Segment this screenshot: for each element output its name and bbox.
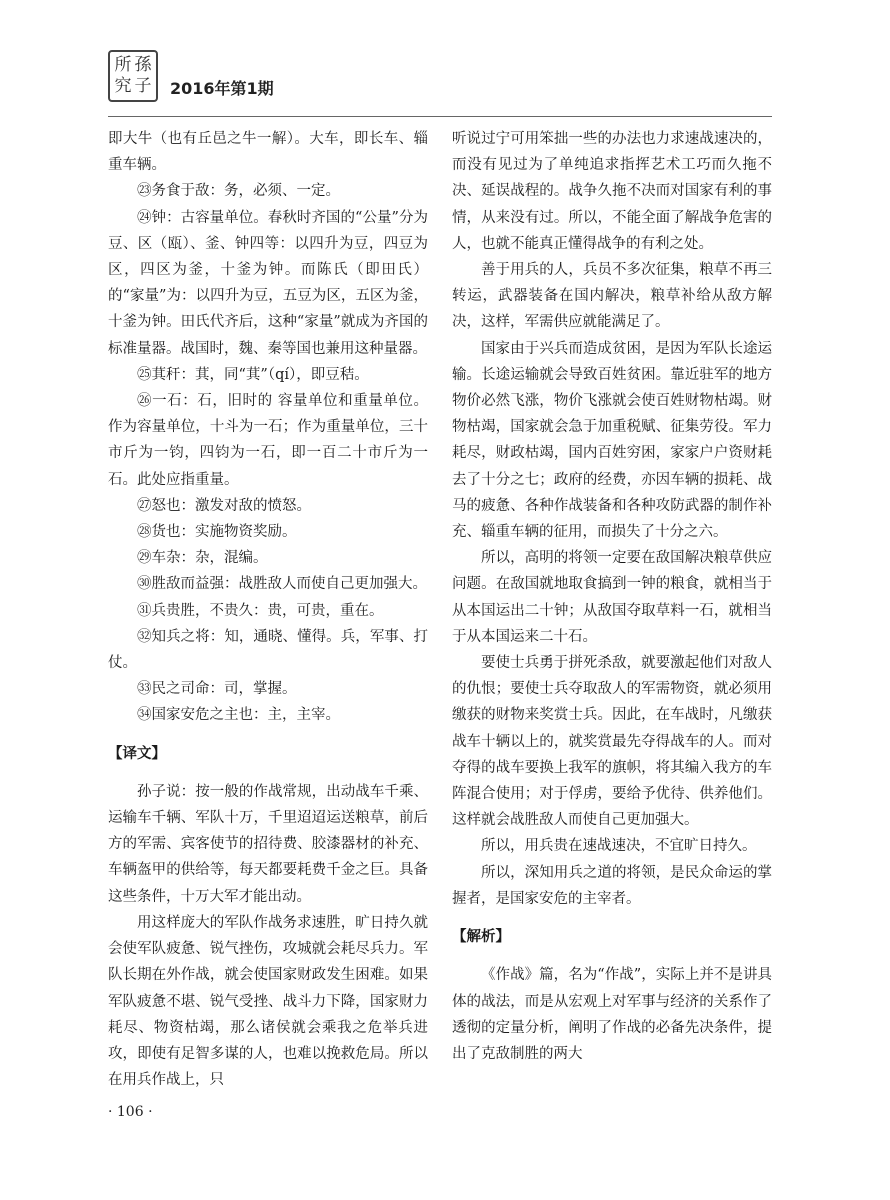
note-30: ㉚胜敌而益强：战胜敌人而使自己更加强大。 [137, 576, 427, 593]
right-column [452, 126, 772, 1067]
note-23: ㉓务食于敌：务，必须、一定。 [137, 183, 340, 200]
note-26: ㉖一石：石，旧时的 容量单位和重量单位。作为容量单位，十斗为一石；作为重量单位，三十市斤为一钧，四钧为一石，即一百二十市斤为一石。此处应指重量。 [108, 393, 428, 488]
analysis-heading: 【解析】 [452, 929, 510, 946]
left-column [108, 126, 428, 1093]
translation-heading: 【译文】 [108, 745, 166, 762]
translation-paragraph: 所以，深知用兵之道的将领，是民众命运的掌握者，是国家安危的主宰者。 [452, 864, 772, 907]
note-32: ㉜知兵之将：知，通晓、懂得。兵，军事、打仗。 [108, 628, 428, 672]
note-34: ㉞国家安危之主也：主，主宰。 [137, 707, 340, 724]
note-25: ㉕萁秆：萁，同“萁”（qí），即豆秸。 [137, 366, 369, 383]
logo-char: 子 [134, 76, 152, 96]
note-28: ㉘货也：实施物资奖励。 [137, 524, 297, 541]
translation-paragraph: 善于用兵的人，兵员不多次征集，粮草不再三转运，武器装备在国内解决，粮草补给从敌方解决，这样，军需供应就能满足了。 [452, 262, 772, 331]
translation-paragraph: 孙子说：按一般的作战常规，出动战车千乘、运输车千辆、军队十万，千里迢迢运送粮草，前后方的军需、宾客使节的招待费、胶漆器材的补充、车辆盔甲的供给等，每天都要耗费千金之巨。具备这些条件，十万大军才能出动。 [108, 783, 428, 905]
translation-paragraph: 国家由于兴兵而造成贫困，是因为军队长途运输。长途运输就会导致百姓贫困。靠近驻军的地方物价必然飞涨，物价飞涨就会使百姓财物枯竭。财物枯竭，国家就会急于加重税赋、征集劳役。军力耗尽，财政枯竭，国内百姓穷困，家家户户资财耗去了十分之七；政府的经费，亦因车辆的损耗、战马的疲惫、各种作战装备和各种攻防武器的制作补充、辎重车辆的征用，而损失了十分之六。 [452, 340, 772, 541]
note-33: ㉝民之司命：司，掌握。 [137, 681, 297, 698]
page-number: · 106 · [108, 1104, 153, 1120]
logo-char: 孫 [134, 55, 152, 75]
translation-paragraph: 用这样庞大的军队作战务求速胜，旷日持久就会使军队疲惫、锐气挫伤，攻城就会耗尽兵力。军队长期在外作战，就会使国家财政发生困难。如果军队疲惫不堪、锐气受挫、战斗力下降，国家财力耗尽、物资枯竭，那么诸侯就会乘我之危举兵进攻，即使有足智多谋的人，也难以挽救危局。所以在用兵作战上，只 [108, 914, 428, 1089]
analysis-paragraph: 《作战》篇，名为“作战”，实际上并不是讲具体的战法，而是从宏观上对军事与经济的关系作了透彻的定量分析，阐明了作战的必备先决条件，提出了克敌制胜的两大 [452, 967, 772, 1062]
note-24: ㉔钟：古容量单位。春秋时齐国的“公量”分为豆、区（瓯）、釜、钟四等：以四升为豆，四豆为区，四区为釜，十釜为钟。而陈氏（即田氏）的“家量”为：以四升为豆，五豆为区，五区为釜，十釜为钟。田氏代齐后，这种“家量”就成为齐国的标准量器。战国时，魏、秦等国也兼用这种量器。 [108, 209, 428, 357]
journal-logo [108, 50, 158, 102]
continued-paragraph: 听说过宁可用笨拙一些的办法也力求速战速决的，而没有见过为了单纯追求指挥艺术工巧而久拖不决、延误战程的。战争久拖不决而对国家有利的事情，从来没有过。所以，不能全面了解战争危害的人，也就不能真正懂得战争的有利之处。 [452, 131, 772, 252]
translation-paragraph: 所以，用兵贵在速战速决，不宜旷日持久。 [481, 838, 757, 855]
continued-note: 即大牛（也有丘邑之牛一解）。大车，即长车、辎重车辆。 [108, 131, 428, 174]
journal-header [108, 44, 772, 112]
translation-paragraph: 要使士兵勇于拼死杀敌，就要激起他们对敌人的仇恨；要使士兵夺取敌人的军需物资，就必须用缴获的财物来奖赏士兵。因此，在车战时，凡缴获战车十辆以上的，就奖赏最先夺得战车的人。而对夺得的战车要换上我军的旗帜，将其编入我方的车阵混合使用；对于俘虏，要给予优待、供养他们。这样就会战胜敌人而使自己更加强大。 [452, 655, 772, 829]
logo-char: 所 [114, 55, 132, 75]
translation-paragraph: 所以，高明的将领一定要在敌国解决粮草供应问题。在敌国就地取食搞到一钟的粮食，就相当于从本国运出二十钟；从敌国夺取草料一石，就相当于从本国运来二十石。 [452, 550, 772, 645]
note-29: ㉙车杂：杂，混编。 [137, 550, 268, 567]
note-27: ㉗怒也：激发对敌的愤怒。 [137, 497, 311, 514]
logo-char: 究 [114, 76, 132, 96]
note-31: ㉛兵贵胜，不贵久：贵，可贵，重在。 [137, 602, 384, 619]
header-divider [108, 116, 772, 117]
issue-label: 2016年第1期 [170, 79, 274, 98]
